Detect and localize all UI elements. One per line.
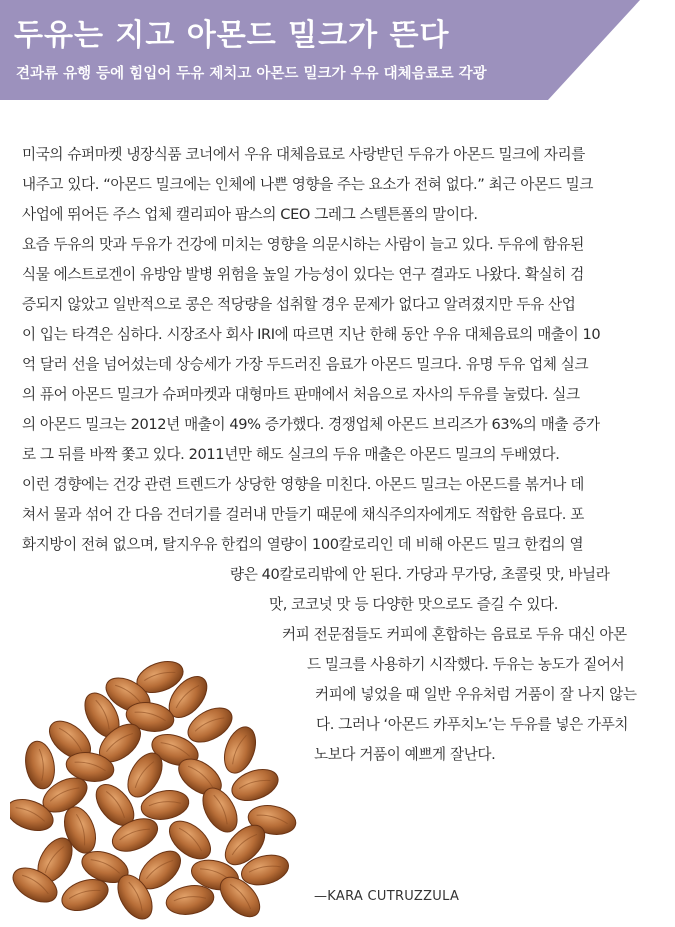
text-line: 로 그 뒤를 바짝 쫓고 있다. 2011년만 해도 실크의 두유 매출은 아몬드 밀크의 두배였다. [22, 446, 560, 463]
text-line: 다. 그러나 ‘아몬드 카푸치노’는 두유를 넣은 가푸치 [316, 716, 629, 733]
text-line: 맛, 코코넛 맛 등 다양한 맛으로도 즐길 수 있다. [269, 596, 558, 613]
text-line: 내주고 있다. “아몬드 밀크에는 인체에 나쁜 영향을 주는 요소가 전혀 없다.” 최근 아몬드 밀크 [22, 176, 594, 193]
text-line: 식물 에스트로겐이 유방암 발병 위험을 높일 가능성이 있다는 연구 결과도 나왔다. 확실히 검 [22, 266, 584, 283]
text-line: 화지방이 전혀 없으며, 탈지우유 한컵의 열량이 100칼로리인 데 비해 아몬드 밀크 한컵의 열 [22, 536, 584, 553]
text-line: 요즘 두유의 맛과 두유가 건강에 미치는 영향을 의문시하는 사람이 늘고 있다. 두유에 함유된 [22, 236, 584, 253]
text-line: 드 밀크를 사용하기 시작했다. 두유는 농도가 짙어서 [307, 656, 625, 673]
paragraph-1 [22, 140, 662, 230]
article-title: 두유는 지고 아몬드 밀크가 뜬다 [14, 18, 450, 53]
paragraph-3 [22, 470, 662, 620]
paragraph-2 [22, 230, 662, 470]
text-line: 이런 경향에는 건강 관련 트렌드가 상당한 영향을 미친다. 아몬드 밀크는 아몬드를 볶거나 데 [22, 476, 584, 493]
author-credit: —KARA CUTRUZZULA [314, 889, 460, 904]
text-line: 미국의 슈퍼마켓 냉장식품 코너에서 우유 대체음료로 사랑받던 두유가 아몬드 밀크에 자리를 [22, 146, 585, 163]
article-subtitle: 견과류 유행 등에 힘입어 두유 제치고 아몬드 밀크가 우유 대체음료로 각광 [16, 66, 487, 82]
text-line: 의 아몬드 밀크는 2012년 매출이 49% 증가했다. 경쟁업체 아몬드 브리즈가 63%의 매출 증가 [22, 416, 600, 433]
text-line: 이 입는 타격은 심하다. 시장조사 회사 IRI에 따르면 지난 한해 동안 우유 대체음료의 매출이 10 [22, 326, 601, 343]
text-line: 량은 40칼로리밖에 안 된다. 가당과 무가당, 초콜릿 맛, 바닐라 [230, 566, 610, 583]
header-banner [0, 0, 675, 100]
text-line: 커피에 넣었을 때 일반 우유처럼 거품이 잘 나지 않는 [315, 686, 637, 703]
text-line: 증되지 않았고 일반적으로 콩은 적당량을 섭취할 경우 문제가 없다고 알려졌지만 두유 산업 [22, 296, 576, 313]
text-line: 의 퓨어 아몬드 밀크가 슈퍼마켓과 대형마트 판매에서 처음으로 자사의 두유를 눌렀다. 실크 [22, 386, 580, 403]
text-line: 쳐서 물과 섞어 간 다음 건더기를 걸러내 만들기 때문에 채식주의자에게도 적합한 음료다. 포 [22, 506, 584, 523]
text-line: 사업에 뛰어든 주스 업체 캘리피아 팜스의 CEO 그레그 스텔튼폴의 말이다. [22, 206, 478, 223]
text-line: 억 달러 선을 넘어섰는데 상승세가 가장 두드러진 음료가 아몬드 밀크다. 유명 두유 업체 실크 [22, 356, 589, 373]
almond [22, 739, 58, 791]
text-line: 커피 전문점들도 커피에 혼합하는 음료로 두유 대신 아몬 [282, 626, 627, 643]
almonds-photo [10, 655, 300, 920]
text-line: 노보다 거품이 예쁘게 잘난다. [314, 746, 496, 763]
